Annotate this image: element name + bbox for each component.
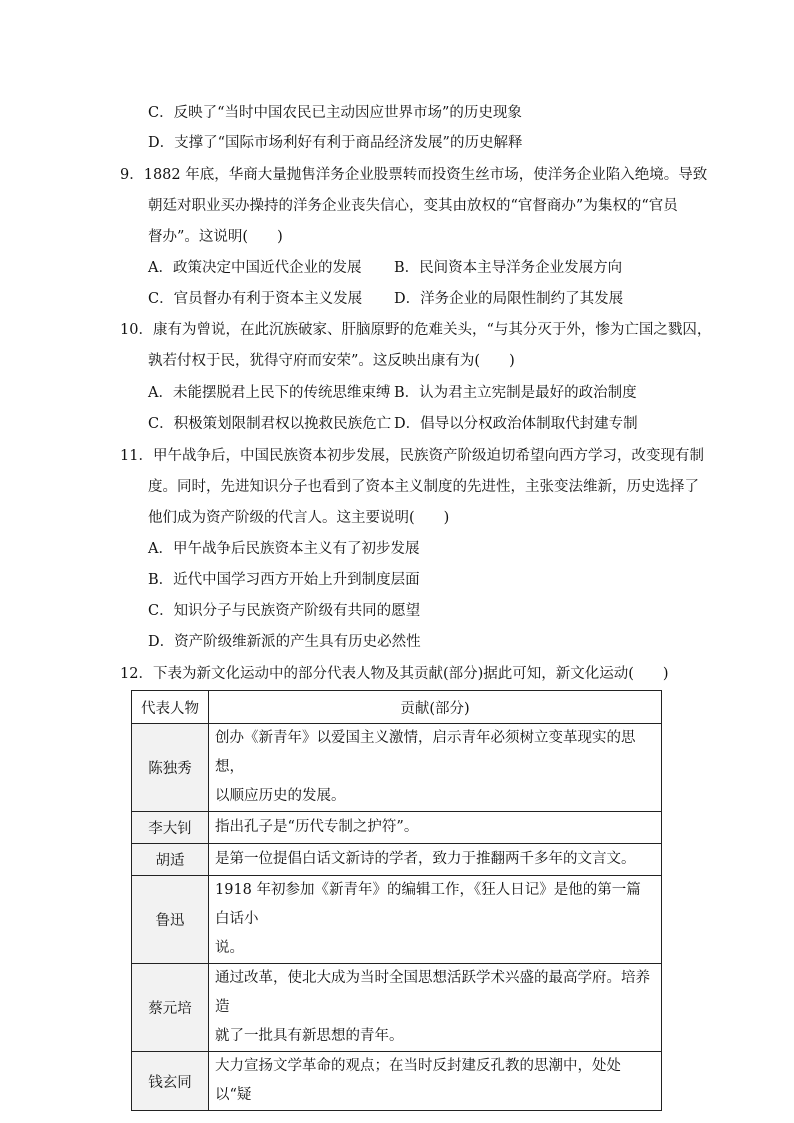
q10-option-a: A．未能摆脱君上民下的传统思维束缚 <box>148 385 391 401</box>
contribution-cell: 是第一位提倡白话文新诗的学者，致力于推翻两千多年的文言文。 <box>209 844 662 876</box>
q11-option-a: A．甲午战争后民族资本主义有了初步发展 <box>148 541 420 557</box>
person-name: 钱玄同 <box>132 1052 209 1111</box>
q10-option-b: B．认为君主立宪制是最好的政治制度 <box>394 385 637 401</box>
person-name: 鲁迅 <box>132 876 209 964</box>
table-row <box>132 876 662 964</box>
header-representative: 代表人物 <box>132 691 209 724</box>
q11-stem-line-2: 度。同时，先进知识分子也看到了资本主义制度的先进性，主张变法维新，历史选择了 <box>148 479 699 495</box>
q12-stem: 12．下表为新文化运动中的部分代表人物及其贡献(部分)据此可知，新文化运动( ) <box>120 666 669 682</box>
person-name: 胡适 <box>132 844 209 876</box>
table-row <box>132 844 662 876</box>
q9-option-a: A．政策决定中国近代企业的发展 <box>148 260 362 276</box>
contribution-cell: 指出孔子是“历代专制之护符”。 <box>209 812 662 844</box>
q10-option-d: D．倡导以分权政治体制取代封建专制 <box>394 416 638 432</box>
table-row <box>132 812 662 844</box>
table-row <box>132 964 662 1052</box>
q9-option-c: C．官员督办有利于资本主义发展 <box>148 291 363 307</box>
q9-stem-line-3: 督办”。这说明( ) <box>148 229 283 245</box>
person-name: 李大钊 <box>132 812 209 844</box>
header-contribution: 贡献(部分) <box>209 691 662 724</box>
q10-stem-line-2: 孰若付权于民，犹得守府而安荣”。这反映出康有为( ) <box>148 353 515 369</box>
q9-options-row-1 <box>148 258 622 278</box>
q11-option-c: C．知识分子与民族资产阶级有共同的愿望 <box>148 603 421 619</box>
q8-option-d: D．支撑了“国际市场利好有利于商品经济发展”的历史解释 <box>148 135 523 151</box>
contribution-cell: 大力宣扬文学革命的观点；在当时反封建反孔教的思潮中，处处以“疑 <box>209 1052 662 1111</box>
contribution-cell: 通过改革，使北大成为当时全国思想活跃学术兴盛的最高学府。培养造 就了一批具有新思想的青年。 <box>209 964 662 1052</box>
q10-options-row-2 <box>148 414 638 434</box>
person-name: 陈独秀 <box>132 724 209 812</box>
q11-stem-line-3: 他们成为资产阶级的代言人。这主要说明( ) <box>148 510 450 526</box>
q9-stem-line-1: 9．1882 年底，华商大量抛售洋务企业股票转而投资生丝市场，使洋务企业陷入绝境。导致 <box>120 167 708 183</box>
person-name: 蔡元培 <box>132 964 209 1052</box>
table-row <box>132 724 662 812</box>
table-row <box>132 1052 662 1111</box>
table-header-row <box>132 691 662 724</box>
q9-option-d: D．洋务企业的局限性制约了其发展 <box>394 291 624 307</box>
q10-option-c: C．积极策划限制君权以挽救民族危亡 <box>148 416 392 432</box>
q11-option-b: B．近代中国学习西方开始上升到制度层面 <box>148 572 420 588</box>
q10-options-row-1 <box>148 383 637 403</box>
q11-option-d: D．资产阶级维新派的产生具有历史必然性 <box>148 634 421 650</box>
q8-option-c: C．反映了“当时中国农民已主动因应世界市场”的历史现象 <box>148 105 522 121</box>
q9-stem-line-2: 朝廷对职业买办操持的洋务企业丧失信心，变其由放权的“官督商办”为集权的“官员 <box>148 198 678 214</box>
contribution-cell: 1918 年初参加《新青年》的编辑工作，《狂人日记》是他的第一篇白话小 说。 <box>209 876 662 964</box>
contributions-table <box>131 690 662 1111</box>
q10-stem-line-1: 10．康有为曾说，在此沉族破家、肝脑原野的危难关头，“与其分灭于外，惨为亡国之戮囚， <box>120 322 712 338</box>
q9-option-b: B．民间资本主导洋务企业发展方向 <box>394 260 623 276</box>
q11-stem-line-1: 11．甲午战争后，中国民族资本初步发展，民族资产阶级迫切希望向西方学习，改变现有制 <box>120 448 704 464</box>
contribution-cell: 创办《新青年》以爱国主义激情，启示青年必须树立变革现实的思想， 以顺应历史的发展。 <box>209 724 662 812</box>
q9-options-row-2 <box>148 289 623 309</box>
